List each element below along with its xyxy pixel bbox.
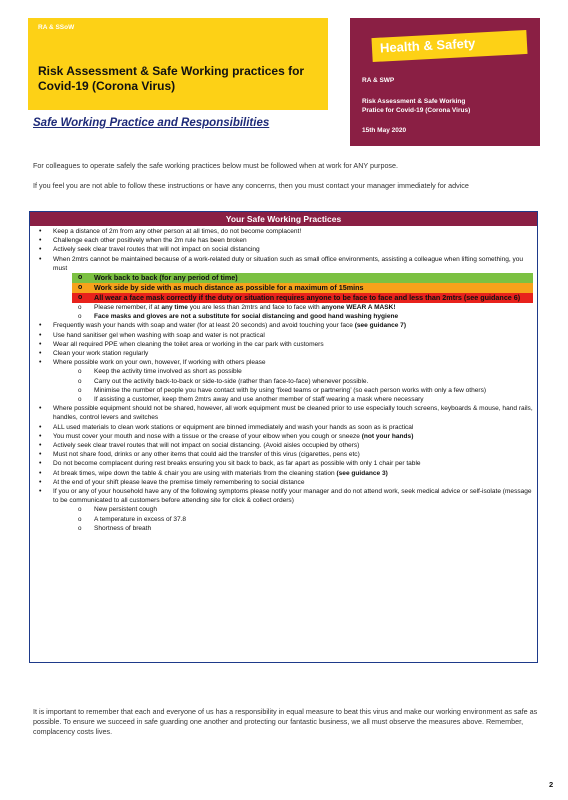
health-safety-title: Health & Safety xyxy=(379,35,476,56)
bold-text: Face masks and gloves are not a substitute for social distancing and good hand washing hygiene xyxy=(94,313,399,321)
text-run: you are less than 2mtrs and face to face with xyxy=(187,304,322,312)
bold-text: (see guidance 3) xyxy=(336,469,388,477)
bold-text: any time xyxy=(161,304,188,312)
highlighted-item-red: o All wear a face mask correctly if the duty or situation requires anyone to be face to face and less than 2mtrs (see guidance 6) xyxy=(72,293,533,303)
list-item: • Where possible equipment should not be shared, however, all work equipment must be cleaned prior to use especially touch screens, keyboards & mouse, hand rails, handles, control levers and switches xyxy=(34,404,533,422)
list-item: • If you or any of your household have any of the following symptoms please notify your manager and do not attend work, seek medical advice or self-isolate (message to be communicated to all customers before attending site for click & collect orders) xyxy=(34,487,533,505)
page-number: 2 xyxy=(549,780,554,789)
bold-text: anyone WEAR A MASK! xyxy=(321,304,396,312)
list-item: • Actively seek clear travel routes that will not impact on social distancing. (Avoid aisles occupied by others) xyxy=(34,441,533,450)
list-item xyxy=(34,321,533,330)
list-item: • When 2mtrs cannot be maintained because of a work-related duty or situation such as small office environments, assisting a colleague when lifting something, you must xyxy=(34,255,533,273)
list-item xyxy=(34,469,533,478)
panel-doc-code: RA & SWP xyxy=(362,77,395,84)
list-item: • Actively seek clear travel routes that will not impact on social distancing xyxy=(34,245,533,254)
panel-date: 15th May 2020 xyxy=(362,127,407,134)
intro-paragraph-1: For colleagues to operate safely the safe working practices below must be followed when at work for ANY purpose. xyxy=(33,161,399,170)
safe-working-practices-box xyxy=(29,211,538,663)
sub-list-item xyxy=(34,312,533,321)
practices-list xyxy=(30,226,537,533)
section-heading: Safe Working Practice and Responsibilities xyxy=(33,117,270,129)
intro-paragraph-2: If you feel you are not able to follow these instructions or have any concerns, then you must contact your manager immediately for advice xyxy=(33,181,469,190)
sub-list-item: o Keep the activity time involved as short as possible xyxy=(34,367,533,376)
panel-doc-name-line2: Pratice for Covid-19 (Corona Virus) xyxy=(362,107,471,114)
bold-text: (not your hands) xyxy=(361,432,414,440)
highlighted-item-orange: o Work side by side with as much distance as possible for a maximum of 15mins xyxy=(72,283,533,293)
title-banner xyxy=(28,18,328,110)
list-item: • Must not share food, drinks or any other items that could aid the transfer of this virus (cigarettes, pens etc) xyxy=(34,450,533,459)
list-item: • Do not become complacent during rest breaks ensuring you sit back to back, as far apart as possible with only 1 chair per table xyxy=(34,459,533,468)
sub-list-item: o Shortness of breath xyxy=(34,524,533,533)
closing-paragraph: It is important to remember that each and everyone of us has a responsibility in equal measure to beat this virus and make our working environment as safe as possible. To ensure we succeed in safe guarding one another and protecting our fantastic business, we all must observe the measures above. Remember, complacency costs lives. xyxy=(33,707,538,736)
list-item: • Challenge each other positively when the 2m rule has been broken xyxy=(34,236,533,245)
document-tag: RA & SSoW xyxy=(38,24,75,31)
list-item: • Clean your work station regularly xyxy=(34,349,533,358)
sub-list-item: o Carry out the activity back-to-back or side-to-side (rather than face-to-face) whenever possible. xyxy=(34,377,533,386)
list-item: • Where possible work on your own, however, If working with others please xyxy=(34,358,533,367)
sub-list-item xyxy=(34,303,533,312)
sub-list-item: o If assisting a customer, keep them 2mtrs away and use another member of staff wearing a mask where necessary xyxy=(34,395,533,404)
text-run: Please remember, if at xyxy=(94,304,162,312)
text-run: Frequently wash your hands with soap and water (for at least 20 seconds) and avoid touching your face xyxy=(53,322,355,330)
list-item: • Keep a distance of 2m from any other person at all times, do not become complacent! xyxy=(34,227,533,236)
document-title: Risk Assessment & Safe Working practices for Covid-19 (Corona Virus) xyxy=(38,64,305,93)
list-item: • At the end of your shift please leave the premise timely remembering to social distance xyxy=(34,478,533,487)
list-item: • Use hand sanitiser gel when washing with soap and water is not practical xyxy=(34,331,533,340)
health-safety-panel xyxy=(350,18,540,146)
practices-header: Your Safe Working Practices xyxy=(30,212,537,226)
text-run: You must cover your mouth and nose with a tissue or the crease of your elbow when you cough or sneeze xyxy=(53,432,362,440)
text-run: At break times, wipe down the table & chair you are using with materials from the cleaning station xyxy=(53,469,337,477)
list-item: • ALL used materials to clean work stations or equipment are binned immediately and wash your hands as soon as is practical xyxy=(34,423,533,432)
sub-list-item: o A temperature in excess of 37.8 xyxy=(34,515,533,524)
sub-list-item: o New persistent cough xyxy=(34,505,533,514)
list-item xyxy=(34,432,533,441)
highlighted-item-green: o Work back to back (for any period of time) xyxy=(72,273,533,283)
panel-doc-name-line1: Risk Assessment & Safe Working xyxy=(362,98,466,105)
list-item: • Wear all required PPE when cleaning the toilet area or working in the car park with customers xyxy=(34,340,533,349)
sub-list-item: o Minimise the number of people you have contact with by using ‘fixed teams or partnering’ (so each person works with only a few others) xyxy=(34,386,533,395)
bold-text: (see guidance 7) xyxy=(354,322,407,330)
